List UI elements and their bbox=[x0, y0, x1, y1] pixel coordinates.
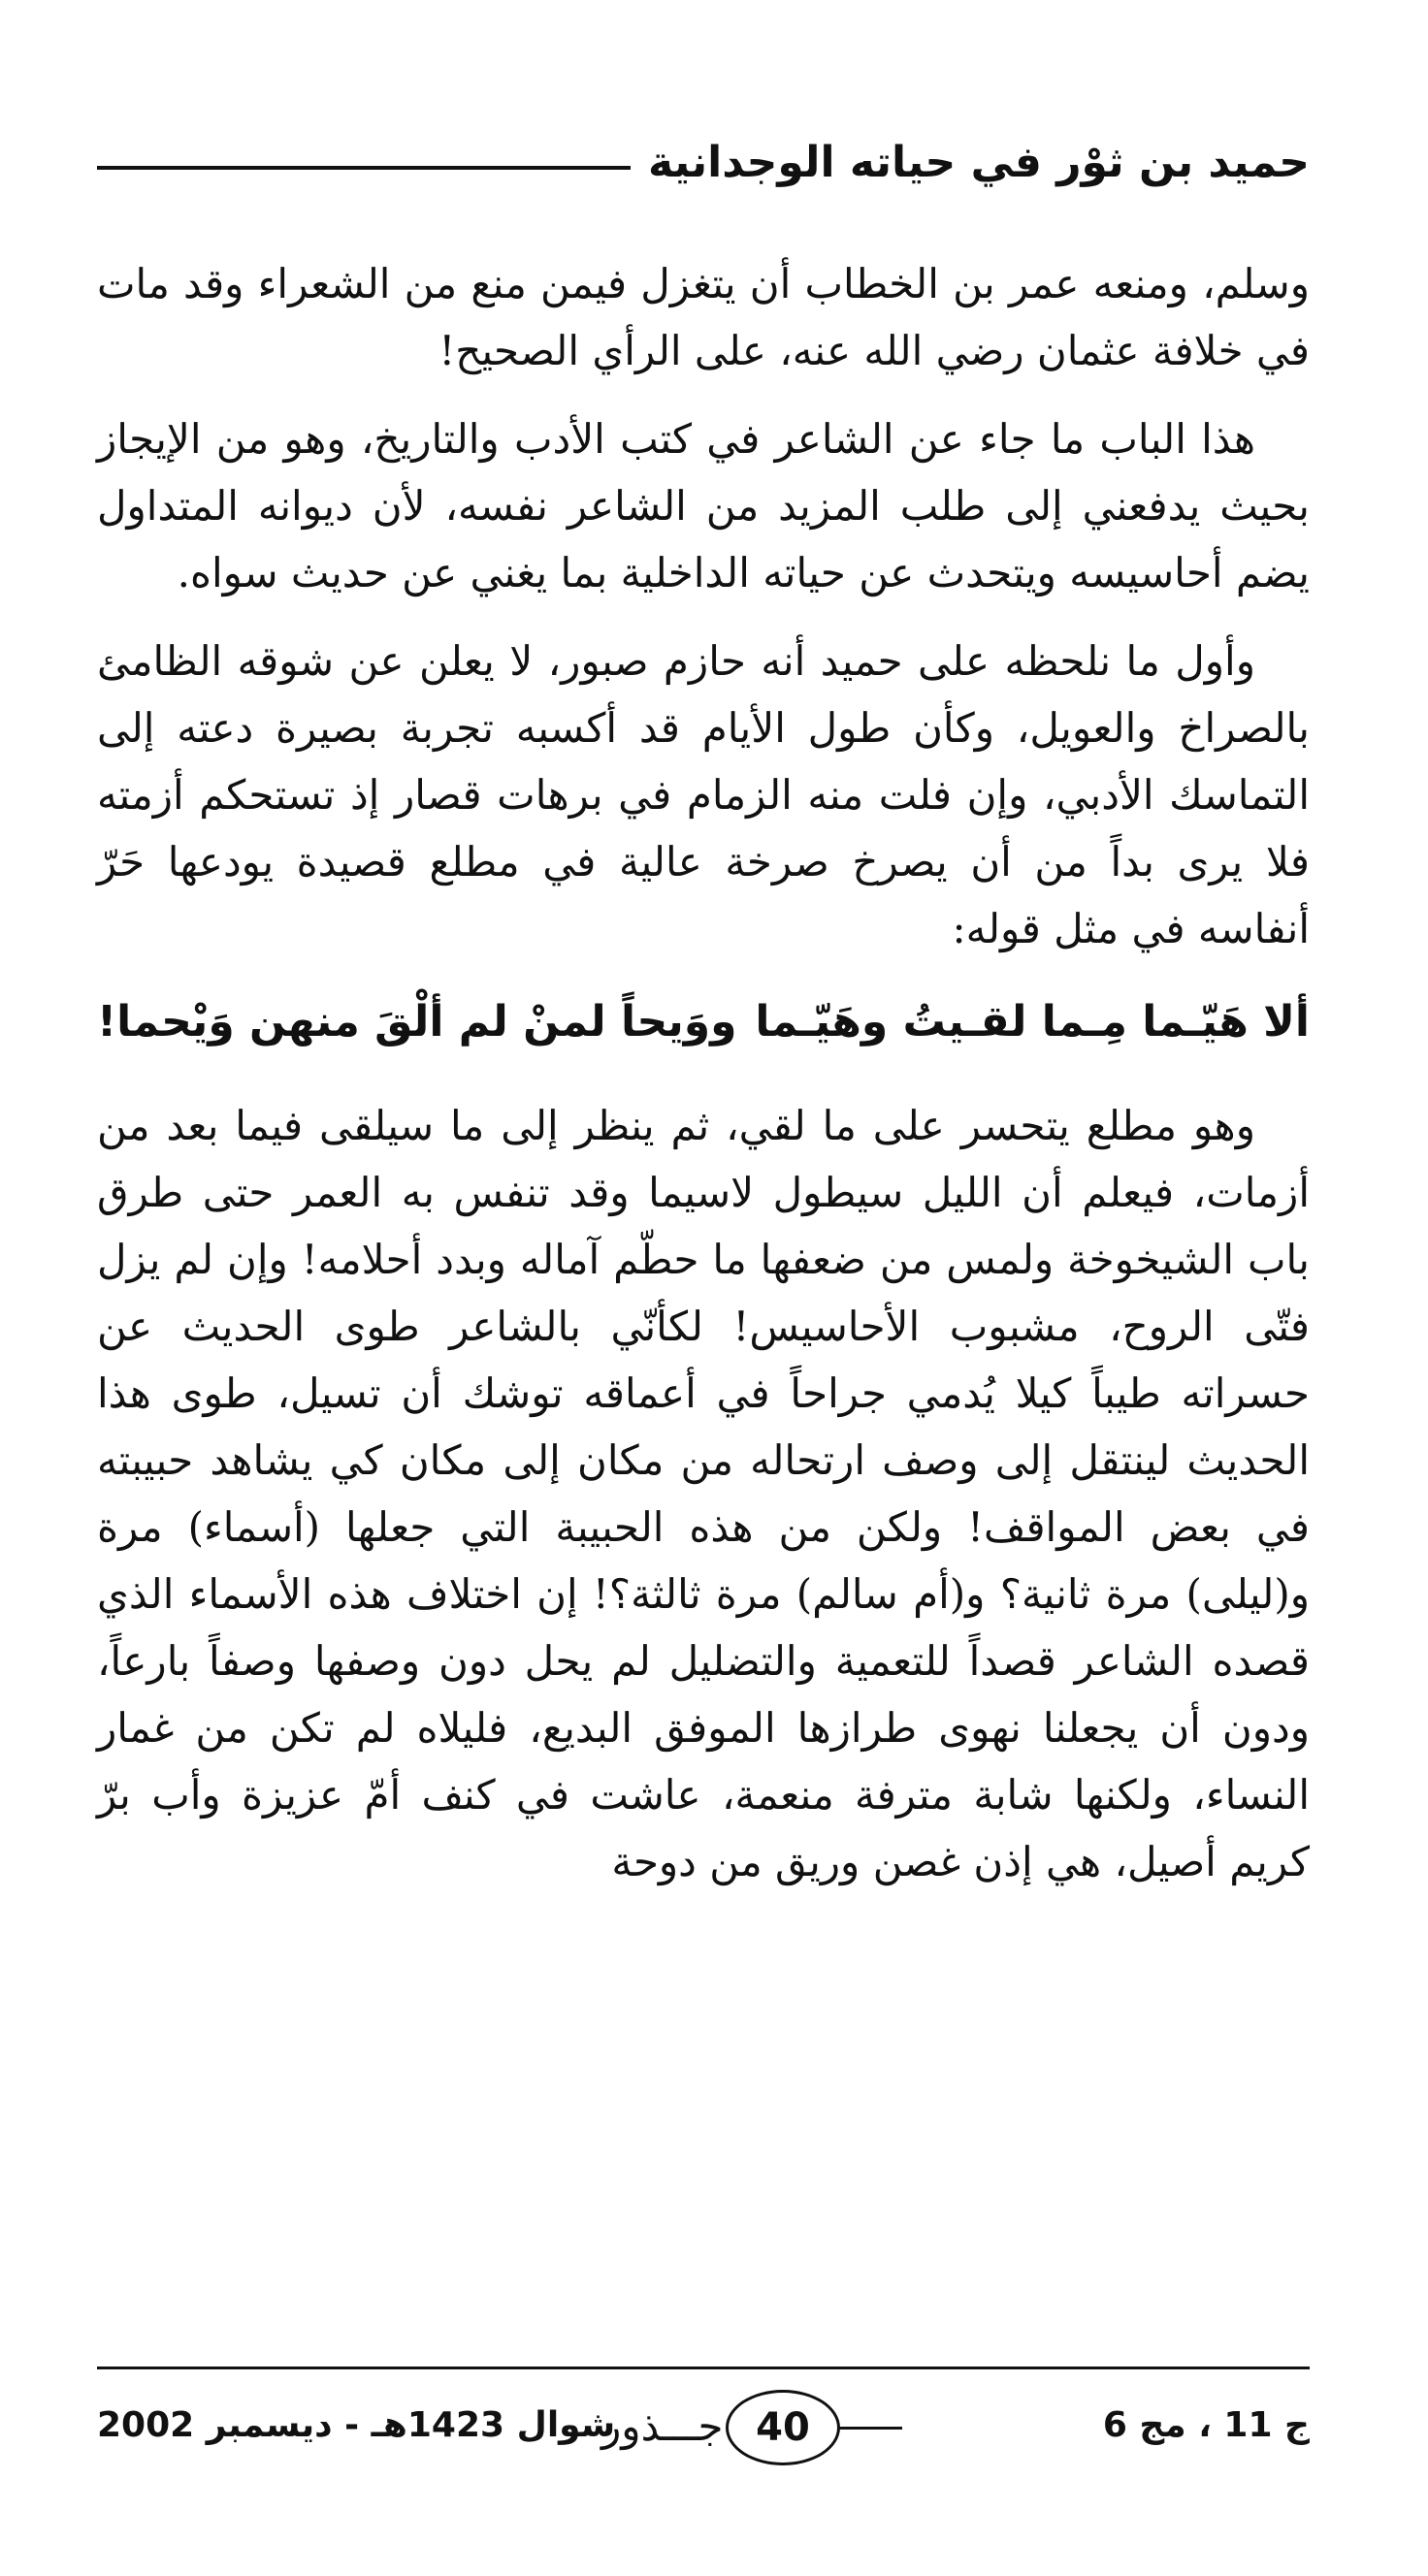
poem-verse bbox=[97, 983, 1310, 1061]
journal-page-marker bbox=[601, 2384, 970, 2471]
paragraph-3: وأول ما نلحظه على حميد أنه حازم صبور، لا يعلن عن شوقه الظامئ بالصراخ والعويل، وكأن طول الأيام قد أكسبه تجربة بصيرة دعته إلى التماسك الأدبي، وإن فلت منه الزمام في برهات قصار إذ تستحكم أزمته فلا يرى بداً من أن يصرخ صرخة عالية في مطلع قصيدة يودعها حَرّ أنفاسه في مثل قوله: bbox=[97, 637, 1310, 952]
verse-second-hemistich: ووَيحاً لمنْ لم ألْقَ منهن وَيْحما! bbox=[97, 997, 737, 1046]
page-number: 40 bbox=[726, 2390, 840, 2465]
running-header-title: حميد بن ثوْر في حياته الوجدانية bbox=[631, 124, 1310, 202]
page-footer bbox=[97, 2384, 1310, 2471]
verse-first-hemistich: ألا هَيّـما مِـما لقـيتُ وهَيّـما bbox=[755, 997, 1310, 1046]
paragraph-2: هذا الباب ما جاء عن الشاعر في كتب الأدب والتاريخ، وهو من الإيجاز بحيث يدفعني إلى طلب المزيد من الشاعر نفسه، لأن ديوانه المتداول يضم أحاسيسه ويتحدث عن حياته الداخلية بما يغني عن حديث سواه. bbox=[97, 415, 1310, 596]
journal-name: جـــذور bbox=[601, 2402, 724, 2450]
article-body bbox=[97, 250, 1310, 1916]
paragraph-1: وسلم، ومنعه عمر بن الخطاب أن يتغزل فيمن منع من الشعراء وقد مات في خلافة عثمان رضي الله عنه، على الرأي الصحيح! bbox=[97, 260, 1310, 374]
running-header bbox=[97, 124, 1310, 202]
issue-date: شوال 1423هـ - ديسمبر 2002 bbox=[97, 2405, 616, 2445]
oval-connector-right bbox=[834, 2427, 902, 2430]
footer-rule bbox=[97, 2367, 1310, 2369]
paragraph-4: وهو مطلع يتحسر على ما لقي، ثم ينظر إلى ما سيلقى فيما بعد من أزمات، فيعلم أن الليل سيطول لاسيما وقد تنفس به العمر حتى طرق باب الشيخوخة ولمس من ضعفها ما حطّم آماله وبدد أحلامه! وإن لم يزل فتّى الروح، مشبوب الأحاسيس! لكأنّي بالشاعر طوى الحديث عن حسراته طيباً كيلا يُدمي جراحاً في أعماقه توشك أن تسيل، طوى هذا الحديث لينتقل إلى وصف ارتحاله من مكان إلى مكان كي يشاهد حبيبته في بعض المواقف! ولكن من هذه الحبيبة التي جعلها (أسماء) مرة و(ليلى) مرة ثانية؟ و(أم سالم) مرة ثالثة؟! إن اختلاف هذه الأسماء الذي قصده الشاعر قصداً للتعمية والتضليل لم يحل دون وصفها وصفاً بارعاً، ودون أن يجعلنا نهوى طرازها الموفق البديع، فليلاه لم تكن من غمار النساء، ولكنها شابة مترفة منعمة، عاشت في كنف أمّ عزيزة وأب برّ كريم أصيل، هي إذن غصن وريق من دوحة bbox=[97, 1102, 1310, 1885]
issue-label: ج 11 ، مج 6 bbox=[1102, 2405, 1310, 2445]
document-page bbox=[97, 0, 1310, 2576]
